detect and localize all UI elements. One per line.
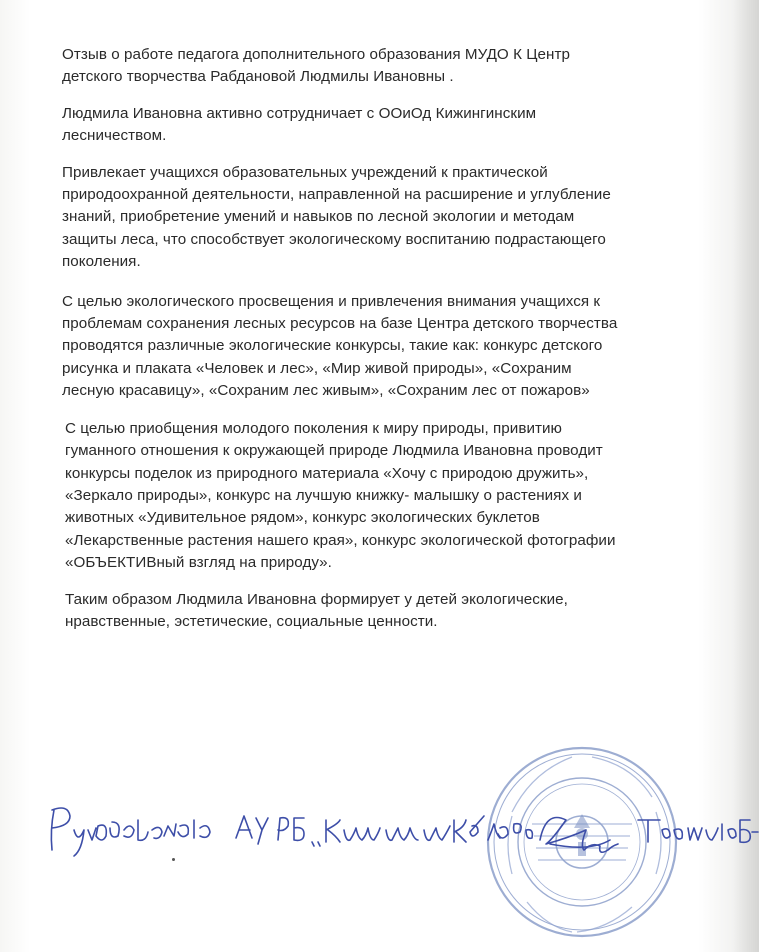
- ink-dot: [172, 858, 175, 861]
- contests-paragraph: С целью экологического просвещения и привлечения внимания учащихся к проблемам сохранения лесных ресурсов на базе Центра детского творчества проводятся различные экологические конкурсы, такие как: конкурс детского рисунка и плаката «Человек и лес», «Мир живой природы», «Сохраним лесную красавицу», «Сохраним лес живым», «Сохраним лес от пожаров»: [62, 292, 618, 400]
- letter-body: [62, 44, 722, 647]
- conclusion-paragraph: Таким образом Людмила Ивановна формирует у детей экологические, нравственные, эстетические, социальные ценности.: [65, 590, 568, 630]
- activity-paragraph: Привлекает учащихся образовательных учреждений к практической природоохранной деятельности, направленной на расширение и углубление знаний, приобретение умений и навыков по лесной экологии и методам защиты леса, что способствует экологическому воспитанию подрастающего поколения.: [62, 163, 611, 271]
- letter-title-paragraph: Отзыв о работе педагога дополнительного образования МУДО К Центр детского творчества Рабдановой Людмилы Ивановны .: [62, 46, 570, 86]
- cooperation-paragraph: Людмила Ивановна активно сотрудничает с ООиОд Кижингинским лесничеством.: [62, 104, 537, 145]
- handwritten-signature-line: [40, 800, 759, 870]
- nature-contests-paragraph: С целью приобщения молодого поколения к миру природы, привитию гуманного отношения к окружающей природе Людмила Ивановна проводит конкурсы поделок из природного материала «Хочу с природою дружить», «Зеркало природы», конкурс на лучшую книжку- малышку о растениях и животных «Удивительное рядом», конкурс экологических буклетов «Лекарственные растения нашего края», конкурс экологической фотографии «ОБЪЕКТИВный взгляд на природу».: [65, 419, 616, 572]
